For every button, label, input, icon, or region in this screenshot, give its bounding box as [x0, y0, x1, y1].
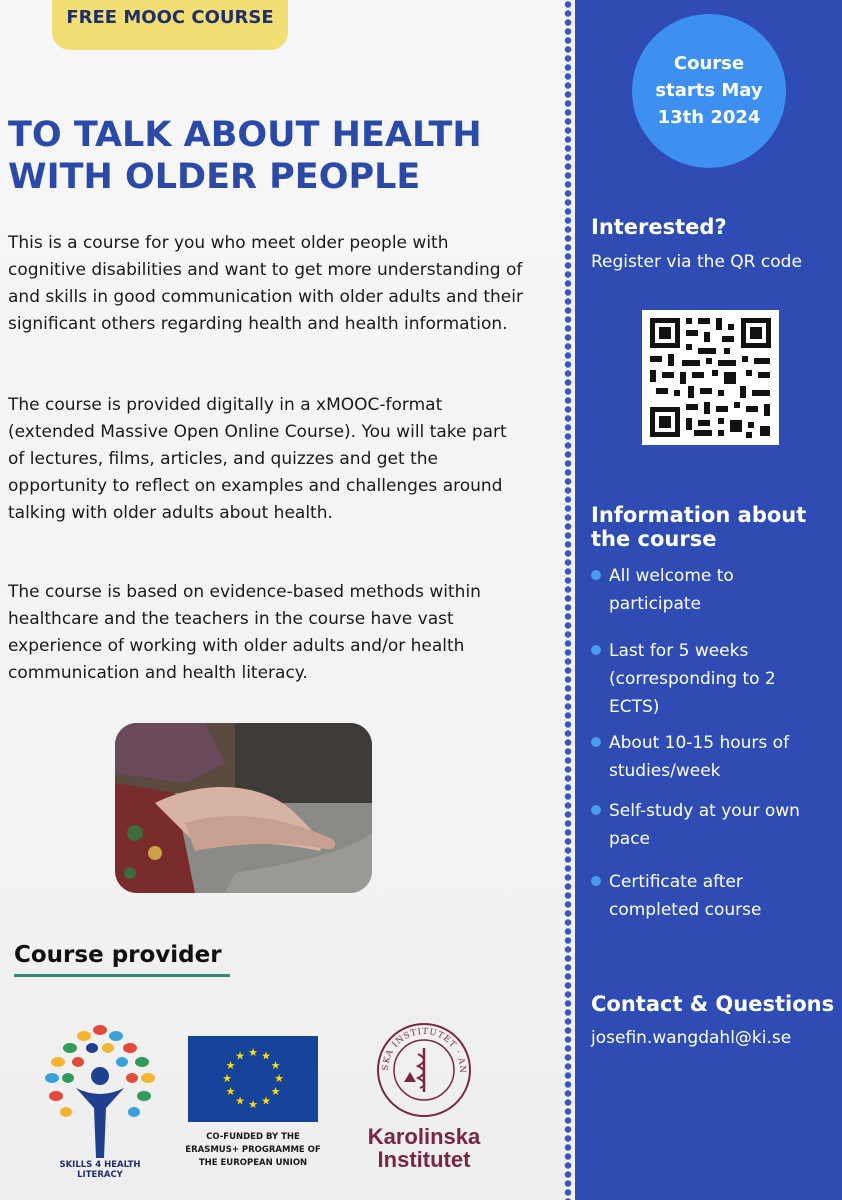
- eu-flag-icon: [188, 1036, 318, 1122]
- list-item-text: Certificate after completed course: [609, 872, 762, 920]
- page-title: TO TALK ABOUT HEALTH WITH OLDER PEOPLE: [8, 115, 482, 197]
- dotted-divider: [562, 0, 574, 1200]
- hands-image: [115, 723, 372, 893]
- svg-text:★: ★: [270, 1059, 281, 1072]
- ki-seal-icon: [374, 1020, 474, 1120]
- bullet-icon: [591, 876, 601, 886]
- svg-text:★: ★: [270, 1085, 281, 1098]
- start-date-circle: [632, 14, 786, 168]
- svg-text:★: ★: [222, 1072, 232, 1085]
- svg-text:★: ★: [248, 1098, 258, 1111]
- qr-code-icon[interactable]: [642, 310, 779, 445]
- start-date-text: Course starts May 13th 2024: [655, 53, 763, 128]
- svg-text:★: ★: [225, 1059, 236, 1072]
- svg-text:★: ★: [235, 1094, 245, 1108]
- svg-text:★: ★: [248, 1046, 258, 1059]
- badge-label: FREE MOOC COURSE: [66, 7, 274, 28]
- intro-paragraph: This is a course for you who meet older people with cognitive disabilities and want to get more understanding of and skills in good communication with older adults and their significant others regarding health and health information.: [8, 233, 523, 334]
- list-item-text: About 10-15 hours of studies/week: [609, 733, 790, 781]
- contact-email-link[interactable]: josefin.wangdahl@ki.se: [591, 1028, 792, 1048]
- bullet-icon: [591, 737, 601, 747]
- bullet-icon: [591, 805, 601, 815]
- hands-photo: [115, 723, 372, 893]
- course-provider-heading: Course provider: [14, 942, 222, 968]
- svg-text:★: ★: [225, 1085, 236, 1098]
- interested-heading: Interested?: [591, 215, 727, 239]
- list-item-text: Self-study at your own pace: [609, 801, 800, 849]
- tree-logo-icon: [36, 1018, 164, 1178]
- free-mooc-badge: [52, 0, 288, 50]
- sidebar: [575, 0, 842, 1200]
- provider-underline: [14, 974, 230, 977]
- register-text: Register via the QR code: [591, 252, 802, 272]
- bullet-icon: [591, 570, 601, 580]
- eu-cofunded-text: CO-FUNDED BY THE ERASMUS+ PROGRAMME OF THE EUROPEAN UNION: [185, 1132, 321, 1168]
- svg-text:★: ★: [274, 1072, 284, 1085]
- svg-text:★: ★: [261, 1049, 271, 1063]
- ki-seal-text: SKA INSTITUTET · AN: [380, 1026, 468, 1074]
- ki-name-line2: Institutet: [377, 1147, 471, 1172]
- s4hl-logo-text: SKILLS 4 HEALTH LITERACY: [59, 1160, 141, 1180]
- svg-text:★: ★: [235, 1049, 245, 1063]
- list-item-text: Last for 5 weeks (corresponding to 2 ECTS): [609, 641, 776, 717]
- methods-paragraph: The course is based on evidence-based methods within healthcare and the teachers in the course have vast experience of working with older adults and/or health communication and health literacy.: [8, 582, 481, 683]
- ki-name-line1: Karolinska: [367, 1124, 481, 1149]
- bullet-icon: [591, 645, 601, 655]
- format-paragraph: The course is provided digitally in a xMOOC-format (extended Massive Open Online Course). You will take part of lectures, films, articles, and quizzes and get the opportunity to reflect on examples and challenges around talking with older adults about health.: [8, 395, 507, 523]
- info-heading: Information about the course: [591, 503, 807, 551]
- svg-text:★: ★: [261, 1094, 271, 1108]
- contact-heading: Contact & Questions: [591, 992, 835, 1016]
- list-item-text: All welcome to participate: [609, 566, 734, 614]
- karolinska-name: [350, 1125, 498, 1171]
